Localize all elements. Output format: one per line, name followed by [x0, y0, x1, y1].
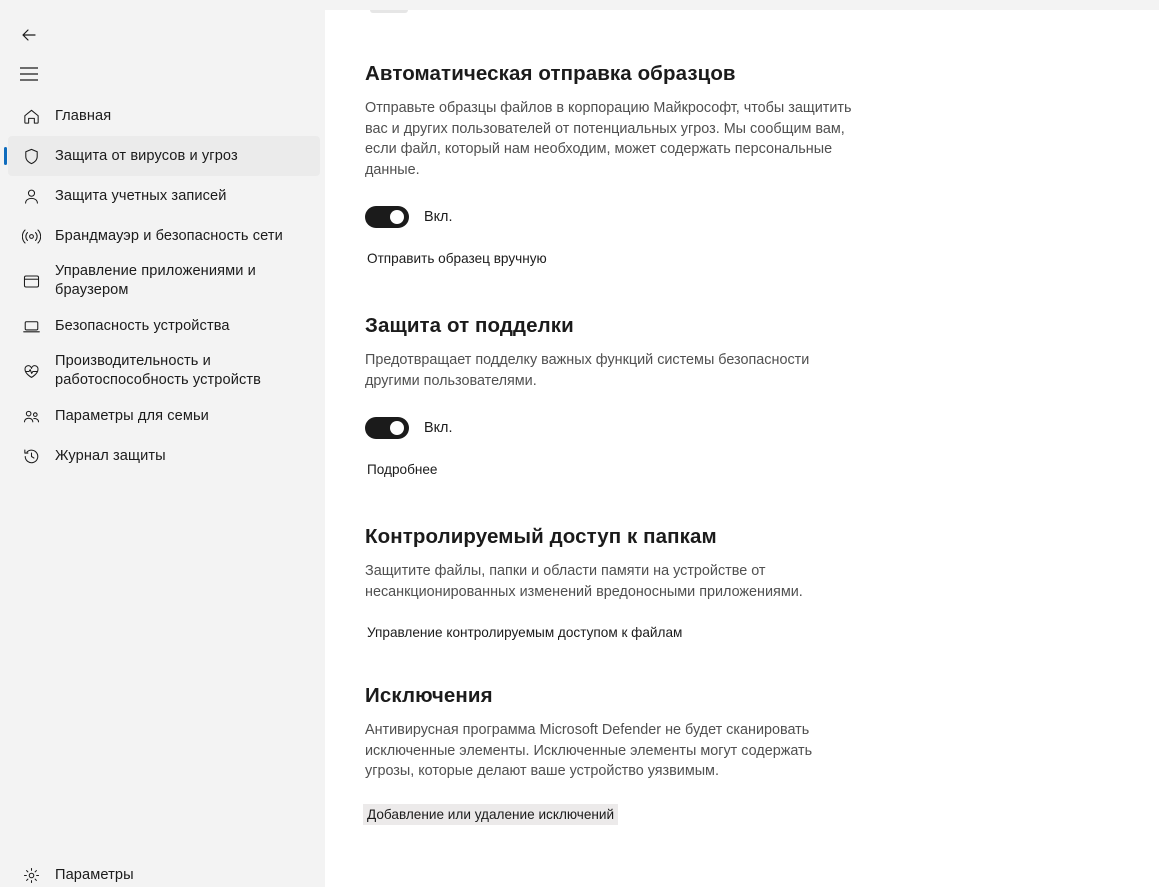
- sidebar-bottom: [8, 855, 320, 887]
- app-window-icon: [20, 270, 42, 292]
- section-title: Защита от подделки: [365, 314, 574, 337]
- sidebar-item-device-performance-health[interactable]: [8, 346, 320, 396]
- section-title: Автоматическая отправка образцов: [365, 62, 736, 85]
- section-description: Антивирусная программа Microsoft Defender не будет сканировать исключенные элементы. Исключенные элементы могут содержать угрозы, которые делают ваше устройство уязвимым.: [365, 722, 813, 779]
- section-title: Исключения: [365, 684, 493, 707]
- sidebar-item-label: Брандмауэр и безопасность сети: [55, 227, 283, 244]
- laptop-icon: [20, 315, 42, 337]
- hamburger-menu-icon: [20, 67, 38, 81]
- arrow-left-icon: [19, 25, 39, 45]
- section-automatic-sample-submission: [365, 62, 1159, 268]
- learn-more-link[interactable]: Подробнее: [367, 462, 438, 477]
- section-description: Предотвращает подделку важных функций системы безопасности другими пользователями.: [365, 352, 810, 389]
- section-tamper-protection: [365, 314, 1159, 479]
- sidebar-item-label: Журнал защиты: [55, 447, 166, 464]
- content-top-gap: [325, 0, 1159, 10]
- family-icon: [20, 405, 42, 427]
- heartbeat-icon: [20, 360, 42, 382]
- section-description: Защитите файлы, папки и области памяти на устройстве от несанкционированных изменений вредоносными приложениями.: [365, 563, 803, 600]
- toggle-row: [365, 417, 1159, 439]
- sidebar-item-label: Защита учетных записей: [55, 187, 227, 204]
- shield-icon: [20, 145, 42, 167]
- content-area: [325, 0, 1159, 887]
- sidebar-item-home[interactable]: [8, 96, 320, 136]
- sidebar-item-firewall-network[interactable]: [8, 216, 320, 256]
- sidebar-item-label: Параметры для семьи: [55, 407, 209, 424]
- sidebar-item-virus-threat-protection[interactable]: [8, 136, 320, 176]
- sidebar-item-label: Производительность и работоспособность устройств: [55, 353, 262, 388]
- home-icon: [20, 105, 42, 127]
- sidebar-item-settings[interactable]: [8, 855, 320, 887]
- sidebar-item-label: Параметры: [55, 866, 134, 883]
- sidebar-item-account-protection[interactable]: [8, 176, 320, 216]
- manage-controlled-folder-access-link[interactable]: Управление контролируемым доступом к файлам: [367, 625, 683, 640]
- submit-sample-manually-link[interactable]: Отправить образец вручную: [367, 251, 547, 266]
- section-spacer: [365, 479, 1159, 525]
- sidebar-item-label: Безопасность устройства: [55, 317, 230, 334]
- sidebar-item-protection-history[interactable]: [8, 436, 320, 476]
- automatic-sample-submission-toggle[interactable]: [365, 206, 409, 228]
- gear-icon: [20, 864, 42, 886]
- section-exclusions: [365, 684, 1159, 825]
- toggle-state-label: Вкл.: [424, 420, 453, 436]
- sidebar-nav-list: [8, 96, 320, 476]
- sidebar: [0, 0, 325, 887]
- section-spacer: [365, 268, 1159, 314]
- sidebar-item-label: Главная: [55, 107, 112, 124]
- wifi-icon: [20, 225, 42, 247]
- toggle-knob: [390, 210, 404, 224]
- toggle-knob: [390, 421, 404, 435]
- section-title: Контролируемый доступ к папкам: [365, 525, 717, 548]
- add-or-remove-exclusions-link[interactable]: Добавление или удаление исключений: [363, 804, 618, 825]
- history-icon: [20, 445, 42, 467]
- sidebar-item-label: Управление приложениями и браузером: [55, 263, 256, 298]
- section-description: Отправьте образцы файлов в корпорацию Майкрософт, чтобы защитить вас и других пользователей от потенциальных угроз. Мы сообщим вам, если файл, который нам необходим, может содержать персональные данные.: [365, 100, 852, 178]
- back-button[interactable]: [14, 20, 44, 50]
- menu-button[interactable]: [14, 59, 44, 89]
- section-spacer: [365, 642, 1159, 684]
- scroll-indicator: [370, 10, 408, 13]
- toggle-row: [365, 206, 1159, 228]
- section-controlled-folder-access: [365, 525, 1159, 642]
- sidebar-item-device-security[interactable]: [8, 306, 320, 346]
- sidebar-item-app-browser-control[interactable]: [8, 256, 320, 306]
- settings-sections: [365, 62, 1159, 825]
- person-icon: [20, 185, 42, 207]
- sidebar-item-label: Защита от вирусов и угроз: [55, 147, 238, 164]
- content-card: [325, 10, 1159, 887]
- sidebar-item-family-options[interactable]: [8, 396, 320, 436]
- tamper-protection-toggle[interactable]: [365, 417, 409, 439]
- toggle-state-label: Вкл.: [424, 209, 453, 225]
